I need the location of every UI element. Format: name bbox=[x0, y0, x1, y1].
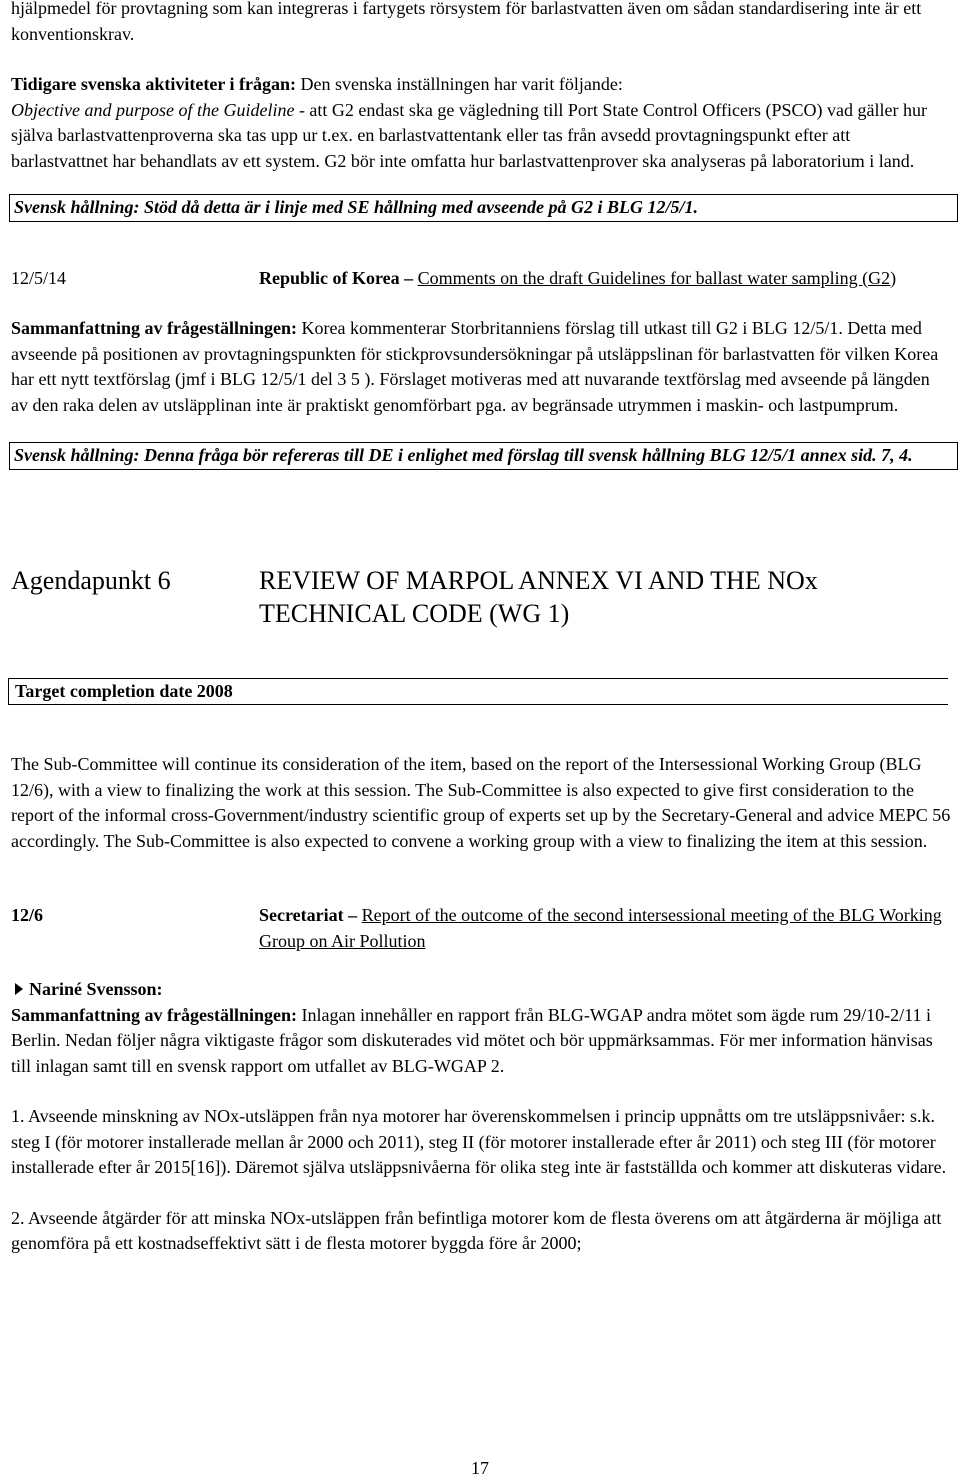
stance-tail: . bbox=[908, 445, 913, 465]
swedish-stance-box-2 bbox=[9, 442, 958, 470]
summary-label: Sammanfattning av frågeställningen: bbox=[11, 1004, 298, 1025]
stance-text: Svensk hållning: Denna fråga bör refereras till DE i enlighet med förslag till svensk hållning BLG 12/5/1 annex sid. 7, 4 bbox=[14, 445, 909, 465]
item-heading bbox=[259, 266, 951, 292]
item-heading bbox=[259, 903, 951, 954]
agenda-title: REVIEW OF MARPOL ANNEX VI AND THE NOx TECHNICAL CODE (WG 1) bbox=[259, 565, 818, 628]
item-dash: – bbox=[343, 905, 362, 925]
previous-activities-paragraph bbox=[11, 72, 951, 174]
target-completion-date: Target completion date 2008 bbox=[8, 678, 948, 706]
item-number: 12/6 bbox=[11, 905, 44, 925]
guideline-italic: Objective and purpose of the Guideline bbox=[11, 99, 295, 120]
intro-paragraph: hjälpmedel för provtagning som kan integreras i fartygets rörsystem för barlastvatten även om sådan standardisering inte är ett konventionskrav. bbox=[11, 0, 922, 44]
point-1: 1. Avseende minskning av NOx-utsläppen från nya motorer har överenskommelsen i princip uppnåtts om tre utsläppsnivåer: s.k. steg I (för motorer installerade mellan år 2000 och 2011), steg II (för motorer installerade efter år 2011) och steg III (för motorer installerade efter år 2015[16]). Däremot själva utsläppsnivåerna för olika steg inte är fastställda och kommer att diskuteras vidare. bbox=[11, 1106, 947, 1177]
previous-activities-body: - att G2 endast ska ge vägledning till Port State Control Officers (PSCO) vad gäller hur själva barlastvattenproverna ska tas upp ur t.ex. en barlastvattentank eller tas från avsedd provtagningspunkt efter att barlastvattnet har behandlats av ett system. G2 bör inte omfatta hur barlastvattenprover ska analyseras på laboratorium i land. bbox=[11, 99, 927, 171]
item-dash: – bbox=[399, 267, 418, 288]
summary-text: Korea kommenterar Storbritanniens förslag till utkast till G2 i BLG 12/5/1. Detta med avseende på positionen av provtagningspunkten för stickprovsundersökningar på utsläppslinan för barlastvatten för vilken Korea har ett nytt textförslag (jmf i BLG 12/5/1 del 3 5 ). Förslaget motiveras med att nuvarande textförslag med avseende på längden av den raka delen av utsläpplinan inte är praktiskt genomförbart pga. av begränsade utrymmen i maskin- och lastpumprum. bbox=[11, 318, 939, 415]
item-number: 12/5/14 bbox=[11, 267, 67, 288]
summary-paragraph-2 bbox=[11, 1003, 951, 1080]
page-number: 17 bbox=[471, 1458, 489, 1478]
author-line bbox=[11, 977, 951, 1003]
author-name: Nariné Svensson: bbox=[29, 979, 163, 999]
item-org: Secretariat bbox=[259, 905, 344, 925]
swedish-stance-box-1: Svensk hållning: Stöd då detta är i linje med SE hållning med avseende på G2 i BLG 12/5/1. bbox=[9, 194, 958, 222]
summary-text: Inlagan innehåller en rapport från BLG-WGAP andra mötet som ägde rum 29/10-2/11 i Berlin. Nedan följer några viktigaste frågor som diskuterades vid mötet och bör uppmärksammas. För mer information hänvisas till inlagan samt till en svensk rapport om utfallet av BLG-WGAP 2. bbox=[11, 1004, 933, 1076]
item-12-5-14 bbox=[11, 266, 951, 292]
item-title-link[interactable]: Comments on the draft Guidelines for ballast water sampling (G2) bbox=[417, 267, 897, 288]
item-12-6 bbox=[11, 903, 951, 954]
document-page bbox=[11, 0, 951, 1257]
item-country: Republic of Korea bbox=[259, 267, 400, 288]
summary-label: Sammanfattning av frågeställningen: bbox=[11, 318, 298, 338]
point-2: 2. Avseende åtgärder för att minska NOx-utsläppen från befintliga motorer kom de flesta överens om att åtgärderna är möjliga att genomföra på ett kostnadseffektivt sätt i de flesta motorer byggda före år 2000; bbox=[11, 1207, 942, 1253]
agenda-heading bbox=[11, 564, 951, 630]
agenda-number: Agendapunkt 6 bbox=[11, 565, 171, 595]
summary-paragraph-1 bbox=[11, 316, 951, 418]
previous-activities-label: Tidigare svenska aktiviteter i frågan: bbox=[11, 74, 296, 94]
target-row bbox=[11, 678, 951, 706]
previous-activities-text: Den svenska inställningen har varit följande: bbox=[296, 74, 623, 94]
item-title-link[interactable]: Report of the outcome of the second intersessional meeting of the BLG Working Group on Air Pollution bbox=[259, 905, 942, 951]
subcommittee-paragraph: The Sub-Committee will continue its consideration of the item, based on the report of the Intersessional Working Group (BLG 12/6), with a view to finalizing the work at this session. The Sub-Committee is also expected to give first consideration to the report of the informal cross-Government/industry scientific group of experts set up by the Secretary-General and advice MEPC 56 accordingly. The Sub-Committee is also expected to convene a working group with a view to finalizing the item at this session. bbox=[11, 754, 951, 851]
triangle-right-icon bbox=[15, 983, 23, 995]
